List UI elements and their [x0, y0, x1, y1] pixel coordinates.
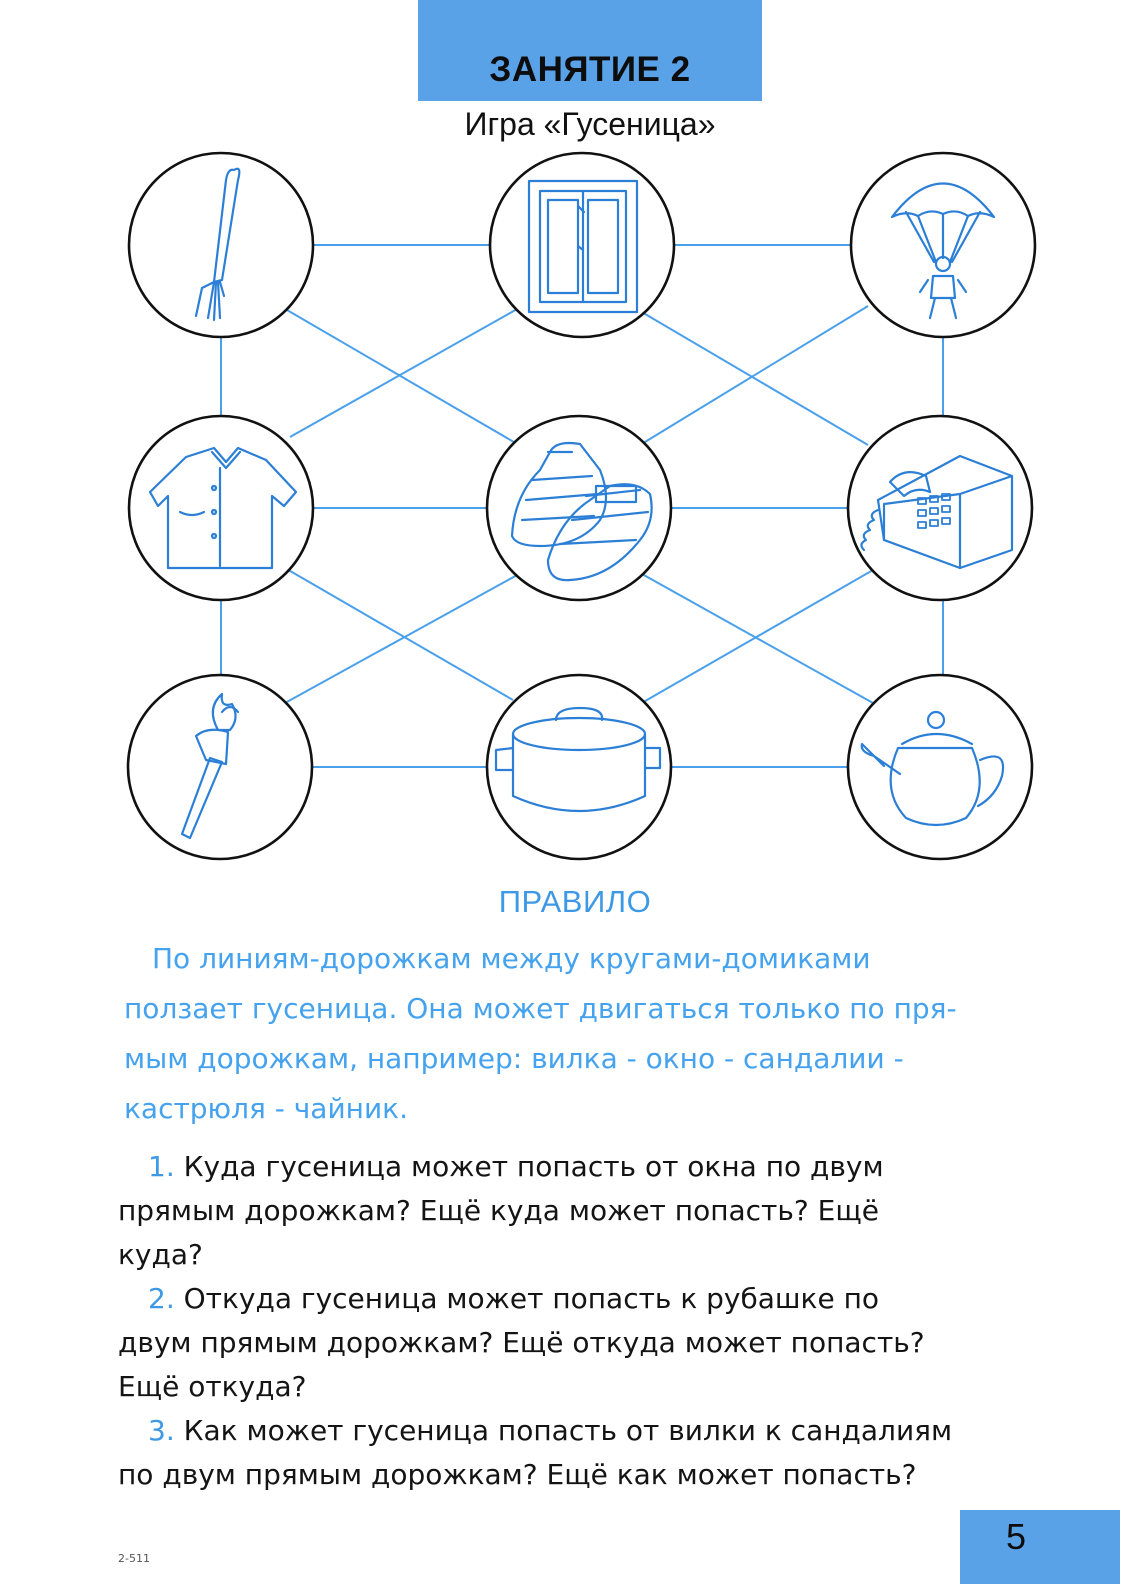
path-fork-sandals: [287, 310, 519, 445]
house-fork: [129, 153, 313, 337]
path-shirt-pot: [285, 568, 513, 700]
rule-line: По линиям-дорожкам между кругами-домиками: [152, 942, 871, 975]
questions-list: [118, 1145, 1034, 1497]
lesson-title: ЗАНЯТИЕ 2: [489, 50, 691, 89]
house-pot: [487, 675, 671, 859]
question-number: 1.: [148, 1150, 175, 1183]
question-text: по двум прямым дорожкам? Ещё как может попасть?: [118, 1458, 917, 1491]
question-text: Откуда гусеница может попасть к рубашке по: [183, 1282, 880, 1315]
question-2: [118, 1277, 1034, 1321]
rule-line: кастрюля - чайник.: [124, 1092, 408, 1125]
house-telephone: [848, 416, 1032, 600]
rule-line: мым дорожкам, например: вилка - окно - сандалии -: [124, 1042, 904, 1075]
question-3: [118, 1409, 1034, 1453]
rule-heading: ПРАВИЛО: [498, 884, 652, 919]
page-number-box: [960, 1510, 1120, 1584]
question-number: 2.: [148, 1282, 175, 1315]
question-text: Ещё откуда?: [118, 1370, 307, 1403]
game-title: Игра «Гусеница»: [464, 106, 716, 142]
rule-text: [124, 934, 1040, 1134]
question-text: куда?: [118, 1238, 203, 1271]
print-code: 2-511: [118, 1552, 150, 1565]
question-number: 3.: [148, 1414, 175, 1447]
question-text: Как может гусеница попасть от вилки к сандалиям: [183, 1414, 953, 1447]
question-text: Куда гусеница может попасть от окна по двум: [183, 1150, 884, 1183]
question-1: [118, 1145, 1034, 1189]
house-teapot: [848, 675, 1032, 859]
path-window-shirt: [290, 308, 519, 437]
question-text: двум прямым дорожкам? Ещё откуда может попасть?: [118, 1326, 925, 1359]
page-number: 5: [1005, 1516, 1027, 1557]
question-text: прямым дорожкам? Ещё куда может попасть? Ещё: [118, 1194, 879, 1227]
rule-line: ползает гусеница. Она может двигаться только по пря-: [124, 992, 957, 1025]
